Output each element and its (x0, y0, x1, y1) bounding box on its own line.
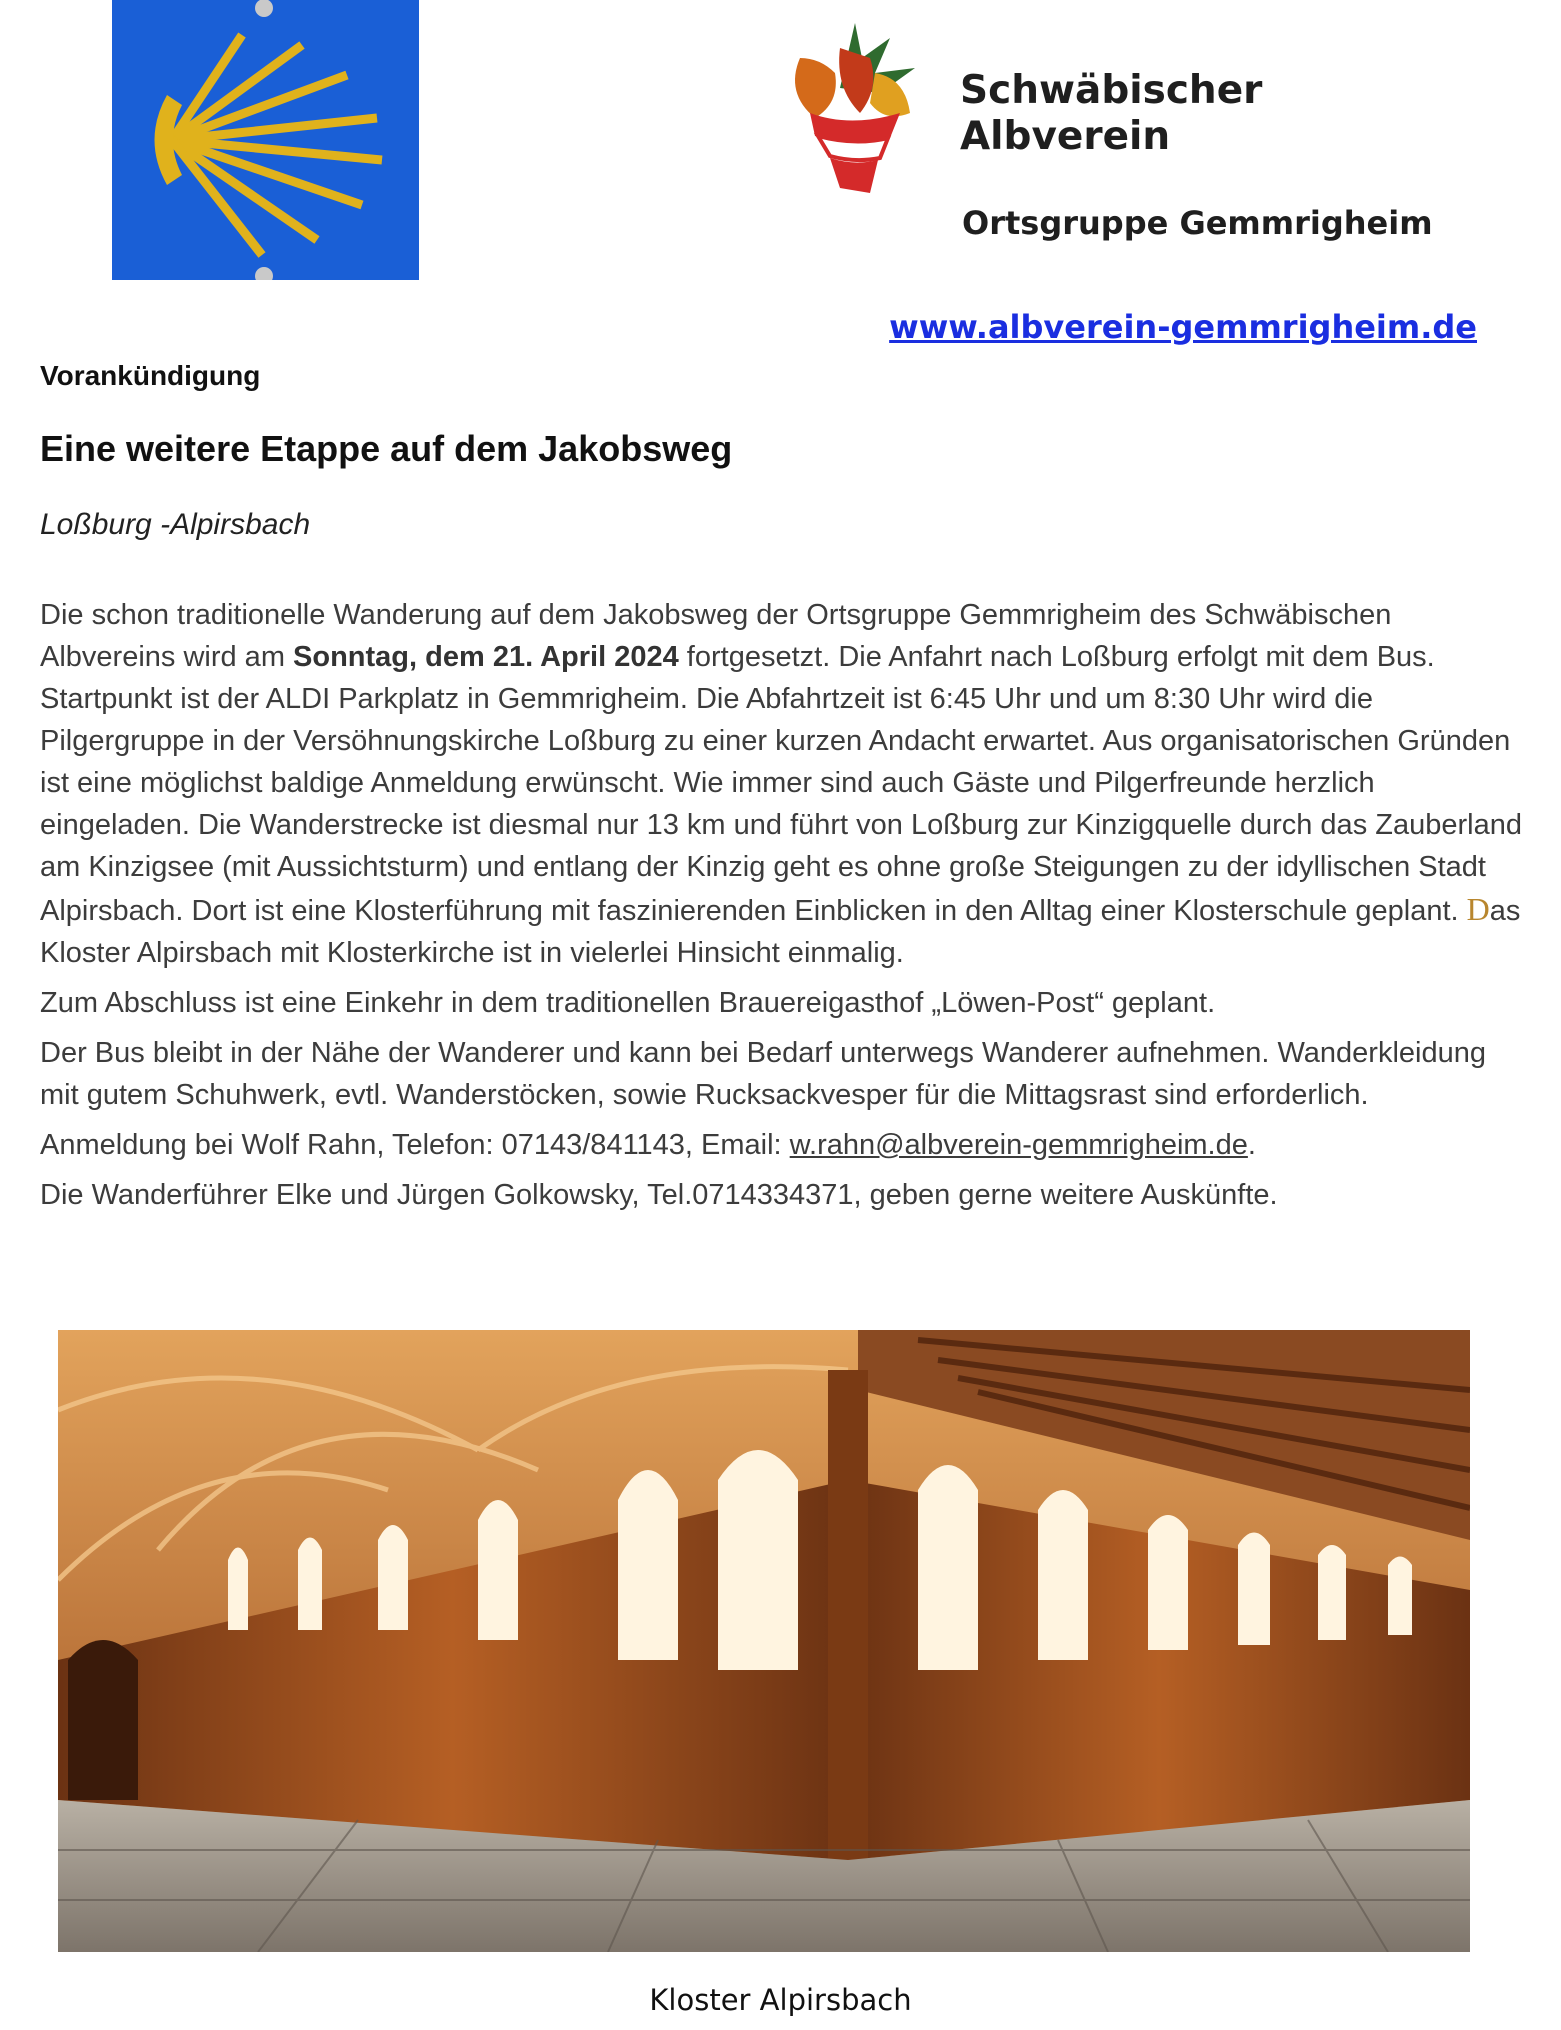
paragraph-bus-info: Der Bus bleibt in der Nähe der Wanderer und kann bei Bedarf unterwegs Wanderer aufnehmen. Wanderkleidung mit gutem Schuhwerk, evtl. Wanderstöcken, sowie Rucksackvesper für die Mittagsrast sind erforderlich. (40, 1037, 1486, 1111)
albverein-name-line1: Schwäbischer (960, 68, 1263, 113)
albverein-name-line2: Albverein (960, 114, 1171, 159)
registration-text: Anmeldung bei Wolf Rahn, Telefon: 07143/841143, Email: (40, 1129, 790, 1161)
article-body (40, 594, 1530, 1216)
preannouncement-label: Vorankündigung (40, 360, 261, 391)
scallop-shell-icon (112, 0, 419, 280)
cloister-illustration (58, 1330, 1470, 1952)
albverein-name (960, 68, 1262, 160)
event-date: Sonntag, dem 21. April 2024 (293, 641, 679, 673)
intro-text-c: as Kloster Alpirsbach mit Klosterkirche ist in vielerlei Hinsicht einmalig. (40, 895, 1521, 969)
albverein-logo (780, 18, 1500, 248)
cloister-photo (58, 1330, 1470, 1952)
paragraph-registration (40, 1124, 1530, 1166)
website-link[interactable]: www.albverein-gemmrigheim.de (889, 308, 1477, 346)
photo-caption: Kloster Alpirsbach (649, 1983, 912, 2017)
styled-letter: D (1466, 891, 1490, 927)
albverein-leaves-logo-icon (780, 18, 930, 198)
intro-text-b: fortgesetzt. Die Anfahrt nach Loßburg erfolgt mit dem Bus. Startpunkt ist der ALDI Parkplatz in Gemmrigheim. Die Abfahrtzeit ist 6:45 Uhr und um 8:30 Uhr wird die Pilgergruppe in der Versöhnungskirche Loßburg zu einer kurzen Andacht erwartet. Aus organisatorischen Gründen ist eine möglichst baldige Anmeldung erwünscht. Wie immer sind auch Gäste und Pilgerfreunde herzlich eingeladen. Die Wanderstrecke ist diesmal nur 13 km und führt von Loßburg zur Kinzigquelle durch das Zauberland am Kinzigsee (mit Aussichtsturm) und entlang der Kinzig geht es ohne große Steigungen zu der idyllischen Stadt Alpirsbach. Dort ist eine Klosterführung mit faszinierenden Einblicken in den Alltag einer Klosterschule geplant. (40, 641, 1522, 927)
intro-text-a: Die schon traditionelle Wanderung auf dem Jakobsweg der Ortsgruppe Gemmrigheim des Schwäbischen Albvereins wird am (40, 599, 1392, 673)
article-headline: Eine weitere Etappe auf dem Jakobsweg (40, 428, 733, 469)
jakobsweg-shell-sign (112, 0, 419, 280)
paragraph-guides: Die Wanderführer Elke und Jürgen Golkowsky, Tel.0714334371, geben gerne weitere Auskünfte. (40, 1179, 1278, 1211)
registration-end: . (1247, 1129, 1256, 1161)
paragraph-intro (40, 594, 1530, 974)
paragraph-closing-stop: Zum Abschluss ist eine Einkehr in dem traditionellen Brauereigasthof „Löwen-Post“ geplant. (40, 987, 1216, 1019)
route-subtitle: Loßburg -Alpirsbach (40, 508, 311, 541)
email-link[interactable]: w.rahn@albverein-gemmrigheim.de (789, 1129, 1248, 1161)
ortsgruppe-name: Ortsgruppe Gemmrigheim (962, 204, 1433, 242)
